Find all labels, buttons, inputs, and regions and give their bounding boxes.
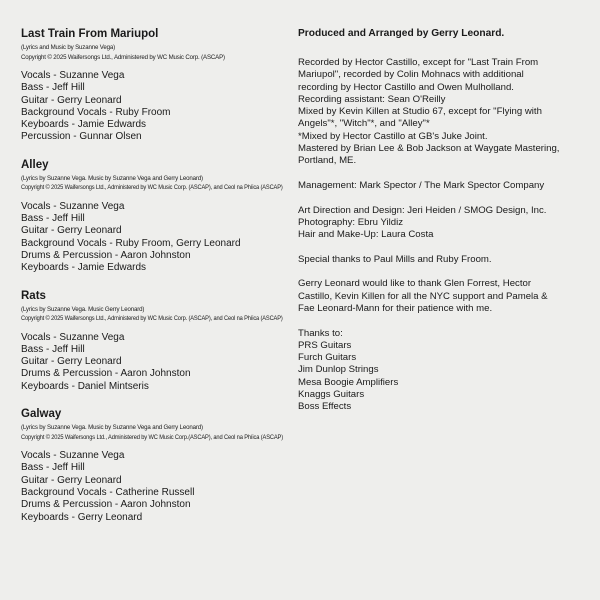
credits-list bbox=[21, 450, 286, 524]
thanks-heading: Thanks to: bbox=[298, 327, 343, 339]
credit-line: Background Vocals - Ruby Froom, Gerry Leonard bbox=[21, 237, 241, 249]
thanks-item: Knaggs Guitars bbox=[298, 389, 365, 401]
copyright-note: Copyright © 2025 Waifersongs Ltd., Administered by WC Music Corp. (ASCAP), and Ceol na Phíica (ASCAP) bbox=[21, 184, 283, 192]
left-column bbox=[21, 27, 286, 524]
text-line: Mastered by Brian Lee & Bob Jackson at Waygate Mastering, bbox=[298, 143, 560, 155]
text-line: Fae Leonard-Mann for their patience with me. bbox=[298, 302, 493, 314]
song-title: Alley bbox=[21, 158, 49, 171]
credit-line: Bass - Jeff Hill bbox=[21, 343, 85, 355]
special-thanks-line: Special thanks to Paul Mills and Ruby Froom. bbox=[298, 253, 492, 265]
song-title: Last Train From Mariupol bbox=[21, 28, 159, 40]
text-line: Recorded by Hector Castillo, except for "Last Train From bbox=[298, 57, 539, 68]
credits-list bbox=[21, 201, 286, 275]
credit-line: Bass - Jeff Hill bbox=[21, 82, 85, 94]
copyright-note: Copyright © 2025 Waifersongs Ltd., Administered by WC Music Corp. (ASCAP) bbox=[21, 53, 225, 61]
credit-line: Drums & Percussion - Aaron Johnston bbox=[21, 368, 191, 380]
lyrics-note: (Lyrics by Suzanne Vega. Music by Suzanne Vega and Gerry Leonard) bbox=[21, 174, 203, 182]
song-block-galway bbox=[21, 407, 286, 524]
thanks-item: Jim Dunlop Strings bbox=[298, 364, 379, 376]
credits-list bbox=[21, 70, 286, 144]
credit-line: Keyboards - Gerry Leonard bbox=[21, 511, 143, 523]
copyright-note: Copyright © 2025 Waifersongs Ltd., Administered by WC Music Corp.(ASCAP), and Ceol na Phíica (ASCAP) bbox=[21, 433, 284, 441]
lyrics-note: (Lyrics by Suzanne Vega. Music Gerry Leonard) bbox=[21, 305, 145, 313]
text-line: recording by Hector Castillo and Owen Mulholland. bbox=[298, 81, 514, 93]
text-line: Art Direction and Design: Jeri Heiden / SMOG Design, Inc. bbox=[298, 204, 547, 216]
text-line: Photography: Ebru Yildiz bbox=[298, 216, 404, 228]
gerry-thanks bbox=[298, 278, 588, 315]
credit-line: Vocals - Suzanne Vega bbox=[21, 450, 125, 462]
design-credits bbox=[298, 205, 588, 242]
credit-line: Background Vocals - Catherine Russell bbox=[21, 486, 195, 498]
text-line: *Mixed by Hector Castillo at GB's Juke Joint. bbox=[298, 130, 488, 142]
credit-line: Drums & Percussion - Aaron Johnston bbox=[21, 249, 191, 261]
credit-line: Bass - Jeff Hill bbox=[21, 213, 85, 225]
text-line: Gerry Leonard would like to thank Glen Forrest, Hector bbox=[298, 278, 532, 290]
credit-line: Vocals - Suzanne Vega bbox=[21, 200, 125, 212]
credit-line: Guitar - Gerry Leonard bbox=[21, 225, 122, 237]
song-title: Rats bbox=[21, 289, 46, 302]
recording-credits bbox=[298, 57, 588, 168]
credit-line: Guitar - Gerry Leonard bbox=[21, 474, 122, 486]
text-line: Angels"*, "Witch"*, and "Alley"* bbox=[298, 118, 430, 130]
credit-line: Keyboards - Jamie Edwards bbox=[21, 119, 147, 131]
text-line: Mariupol", recorded by Colin Mohnacs with additional bbox=[298, 69, 524, 81]
song-block-rats bbox=[21, 289, 286, 393]
credit-line: Vocals - Suzanne Vega bbox=[21, 331, 125, 343]
thanks-item: Mesa Boogie Amplifiers bbox=[298, 376, 399, 388]
credit-line: Keyboards - Jamie Edwards bbox=[21, 262, 147, 274]
producer-heading: Produced and Arranged by Gerry Leonard. bbox=[298, 28, 505, 39]
song-title: Galway bbox=[21, 408, 62, 421]
song-block-last-train bbox=[21, 27, 286, 144]
credit-line: Percussion - Gunnar Olsen bbox=[21, 131, 142, 143]
lyrics-note: (Lyrics by Suzanne Vega. Music by Suzanne Vega and Gerry Leonard) bbox=[21, 424, 203, 432]
thanks-item: Boss Effects bbox=[298, 401, 352, 413]
lyrics-note: (Lyrics and Music by Suzanne Vega) bbox=[21, 44, 116, 51]
credit-line: Vocals - Suzanne Vega bbox=[21, 70, 125, 81]
credit-line: Drums & Percussion - Aaron Johnston bbox=[21, 499, 191, 511]
song-block-alley bbox=[21, 158, 286, 275]
text-line: Recording assistant: Sean O'Reilly bbox=[298, 93, 446, 105]
text-line: Portland, ME. bbox=[298, 155, 357, 167]
text-line: Castillo, Kevin Killen for all the NYC support and Pamela & bbox=[298, 290, 548, 302]
management-line: Management: Mark Spector / The Mark Spector Company bbox=[298, 179, 545, 191]
credit-line: Guitar - Gerry Leonard bbox=[21, 94, 122, 106]
right-column bbox=[298, 27, 588, 414]
thanks-item: PRS Guitars bbox=[298, 339, 352, 351]
thanks-item: Furch Guitars bbox=[298, 352, 357, 364]
text-line: Hair and Make-Up: Laura Costa bbox=[298, 229, 434, 241]
credit-line: Bass - Jeff Hill bbox=[21, 462, 85, 474]
credit-line: Background Vocals - Ruby Froom bbox=[21, 106, 171, 118]
credits-list bbox=[21, 332, 286, 393]
credit-line: Keyboards - Daniel Mintseris bbox=[21, 380, 149, 392]
copyright-note: Copyright © 2025 Waifersongs Ltd., Administered by WC Music Corp. (ASCAP), and Ceol na Phíica (ASCAP) bbox=[21, 315, 283, 323]
credit-line: Guitar - Gerry Leonard bbox=[21, 356, 122, 368]
text-line: Mixed by Kevin Killen at Studio 67, except for "Flying with bbox=[298, 106, 542, 118]
thanks-to-list bbox=[298, 328, 588, 414]
